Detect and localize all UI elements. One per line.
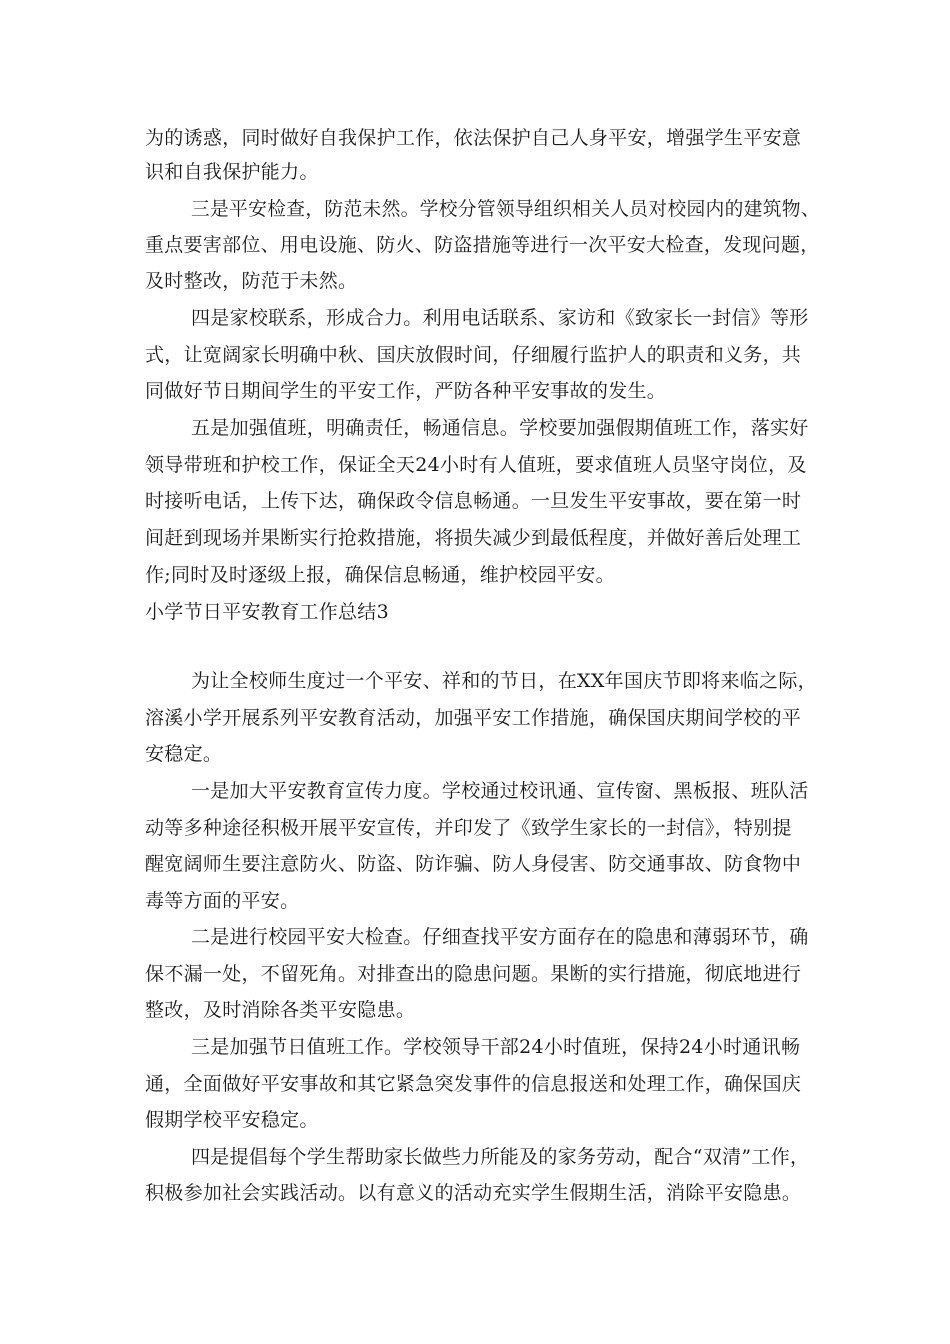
text-line: 四是家校联系，形成合力。利用电话联系、家访和《致家长一封信》等形 [191, 307, 809, 329]
text-line: 为的诱惑，同时做好自我保护工作，依法保护自己人身平安，增强学生平安意 [145, 127, 802, 149]
text-line: 三是加强节日值班工作。学校领导干部24小时值班，保持24小时通讯畅 [191, 1036, 801, 1058]
text-line: 安稳定。 [145, 743, 223, 765]
text-line: 一是加大平安教育宣传力度。学校通过校讯通、宣传窗、黑板报、班队活 [191, 780, 809, 802]
text-line: 假期学校平安稳定。 [145, 1109, 319, 1131]
text-line: 间赶到现场并果断实行抢救措施，将损失减少到最低程度，并做好善后处理工 [145, 527, 802, 549]
text-line: 醒宽阔师生要注意防火、防盗、防诈骗、防人身侵害、防交通事故、防食物中 [145, 853, 802, 875]
text-line: 五是加强值班，明确责任，畅通信息。学校要加强假期值班工作，落实好 [191, 417, 809, 439]
text-line: 重点要害部位、用电设施、防火、防盗措施等进行一次平安大检查，发现问题， [145, 234, 820, 256]
text-line: 保不漏一处，不留死角。对排查出的隐患问题。果断的实行措施，彻底地进行 [145, 963, 802, 985]
text-line: 积极参加社会实践活动。以有意义的活动充实学生假期生活，消除平安隐患。 [145, 1182, 802, 1204]
text-line: 为让全校师生度过一个平安、祥和的节日，在XX年国庆节即将来临之际， [191, 670, 817, 692]
text-line: 三是平安检查，防范未然。学校分管领导组织相关人员对校园内的建筑物、 [191, 198, 820, 220]
text-line: 领导带班和护校工作，保证全天24小时有人值班，要求值班人员坚守岗位，及 [145, 454, 807, 476]
text-line: 同做好节日期间学生的平安工作，严防各种平安事故的发生。 [145, 380, 667, 402]
text-line: 及时整改，防范于未然。 [145, 270, 358, 292]
text-line: 时接听电话，上传下达，确保政令信息畅通。一旦发生平安事故，要在第一时 [145, 490, 802, 512]
text-line: 动等多种途径积极开展平安宣传，并印发了《致学生家长的一封信》，特别提 [145, 817, 792, 839]
section-heading: 小学节日平安教育工作总结3 [145, 601, 389, 623]
text-line: 二是进行校园平安大检查。仔细查找平安方面存在的隐患和薄弱环节，确 [191, 926, 809, 948]
text-line: 识和自我保护能力。 [145, 161, 319, 183]
text-line: 式，让宽阔家长明确中秋、国庆放假时间，仔细履行监护人的职责和义务，共 [145, 344, 802, 366]
text-line: 通，全面做好平安事故和其它紧急突发事件的信息报送和处理工作，确保国庆 [145, 1073, 802, 1095]
text-line: 作;同时及时逐级上报，确保信息畅通，维护校园平安。 [145, 564, 615, 586]
text-line: 整改，及时消除各类平安隐患。 [145, 999, 416, 1021]
text-line: 四是提倡每个学生帮助家长做些力所能及的家务劳动，配合“双清”工作， [191, 1146, 810, 1168]
text-line: 溶溪小学开展系列平安教育活动，加强平安工作措施，确保国庆期间学校的平 [145, 707, 802, 729]
text-line: 毒等方面的平安。 [145, 890, 300, 912]
